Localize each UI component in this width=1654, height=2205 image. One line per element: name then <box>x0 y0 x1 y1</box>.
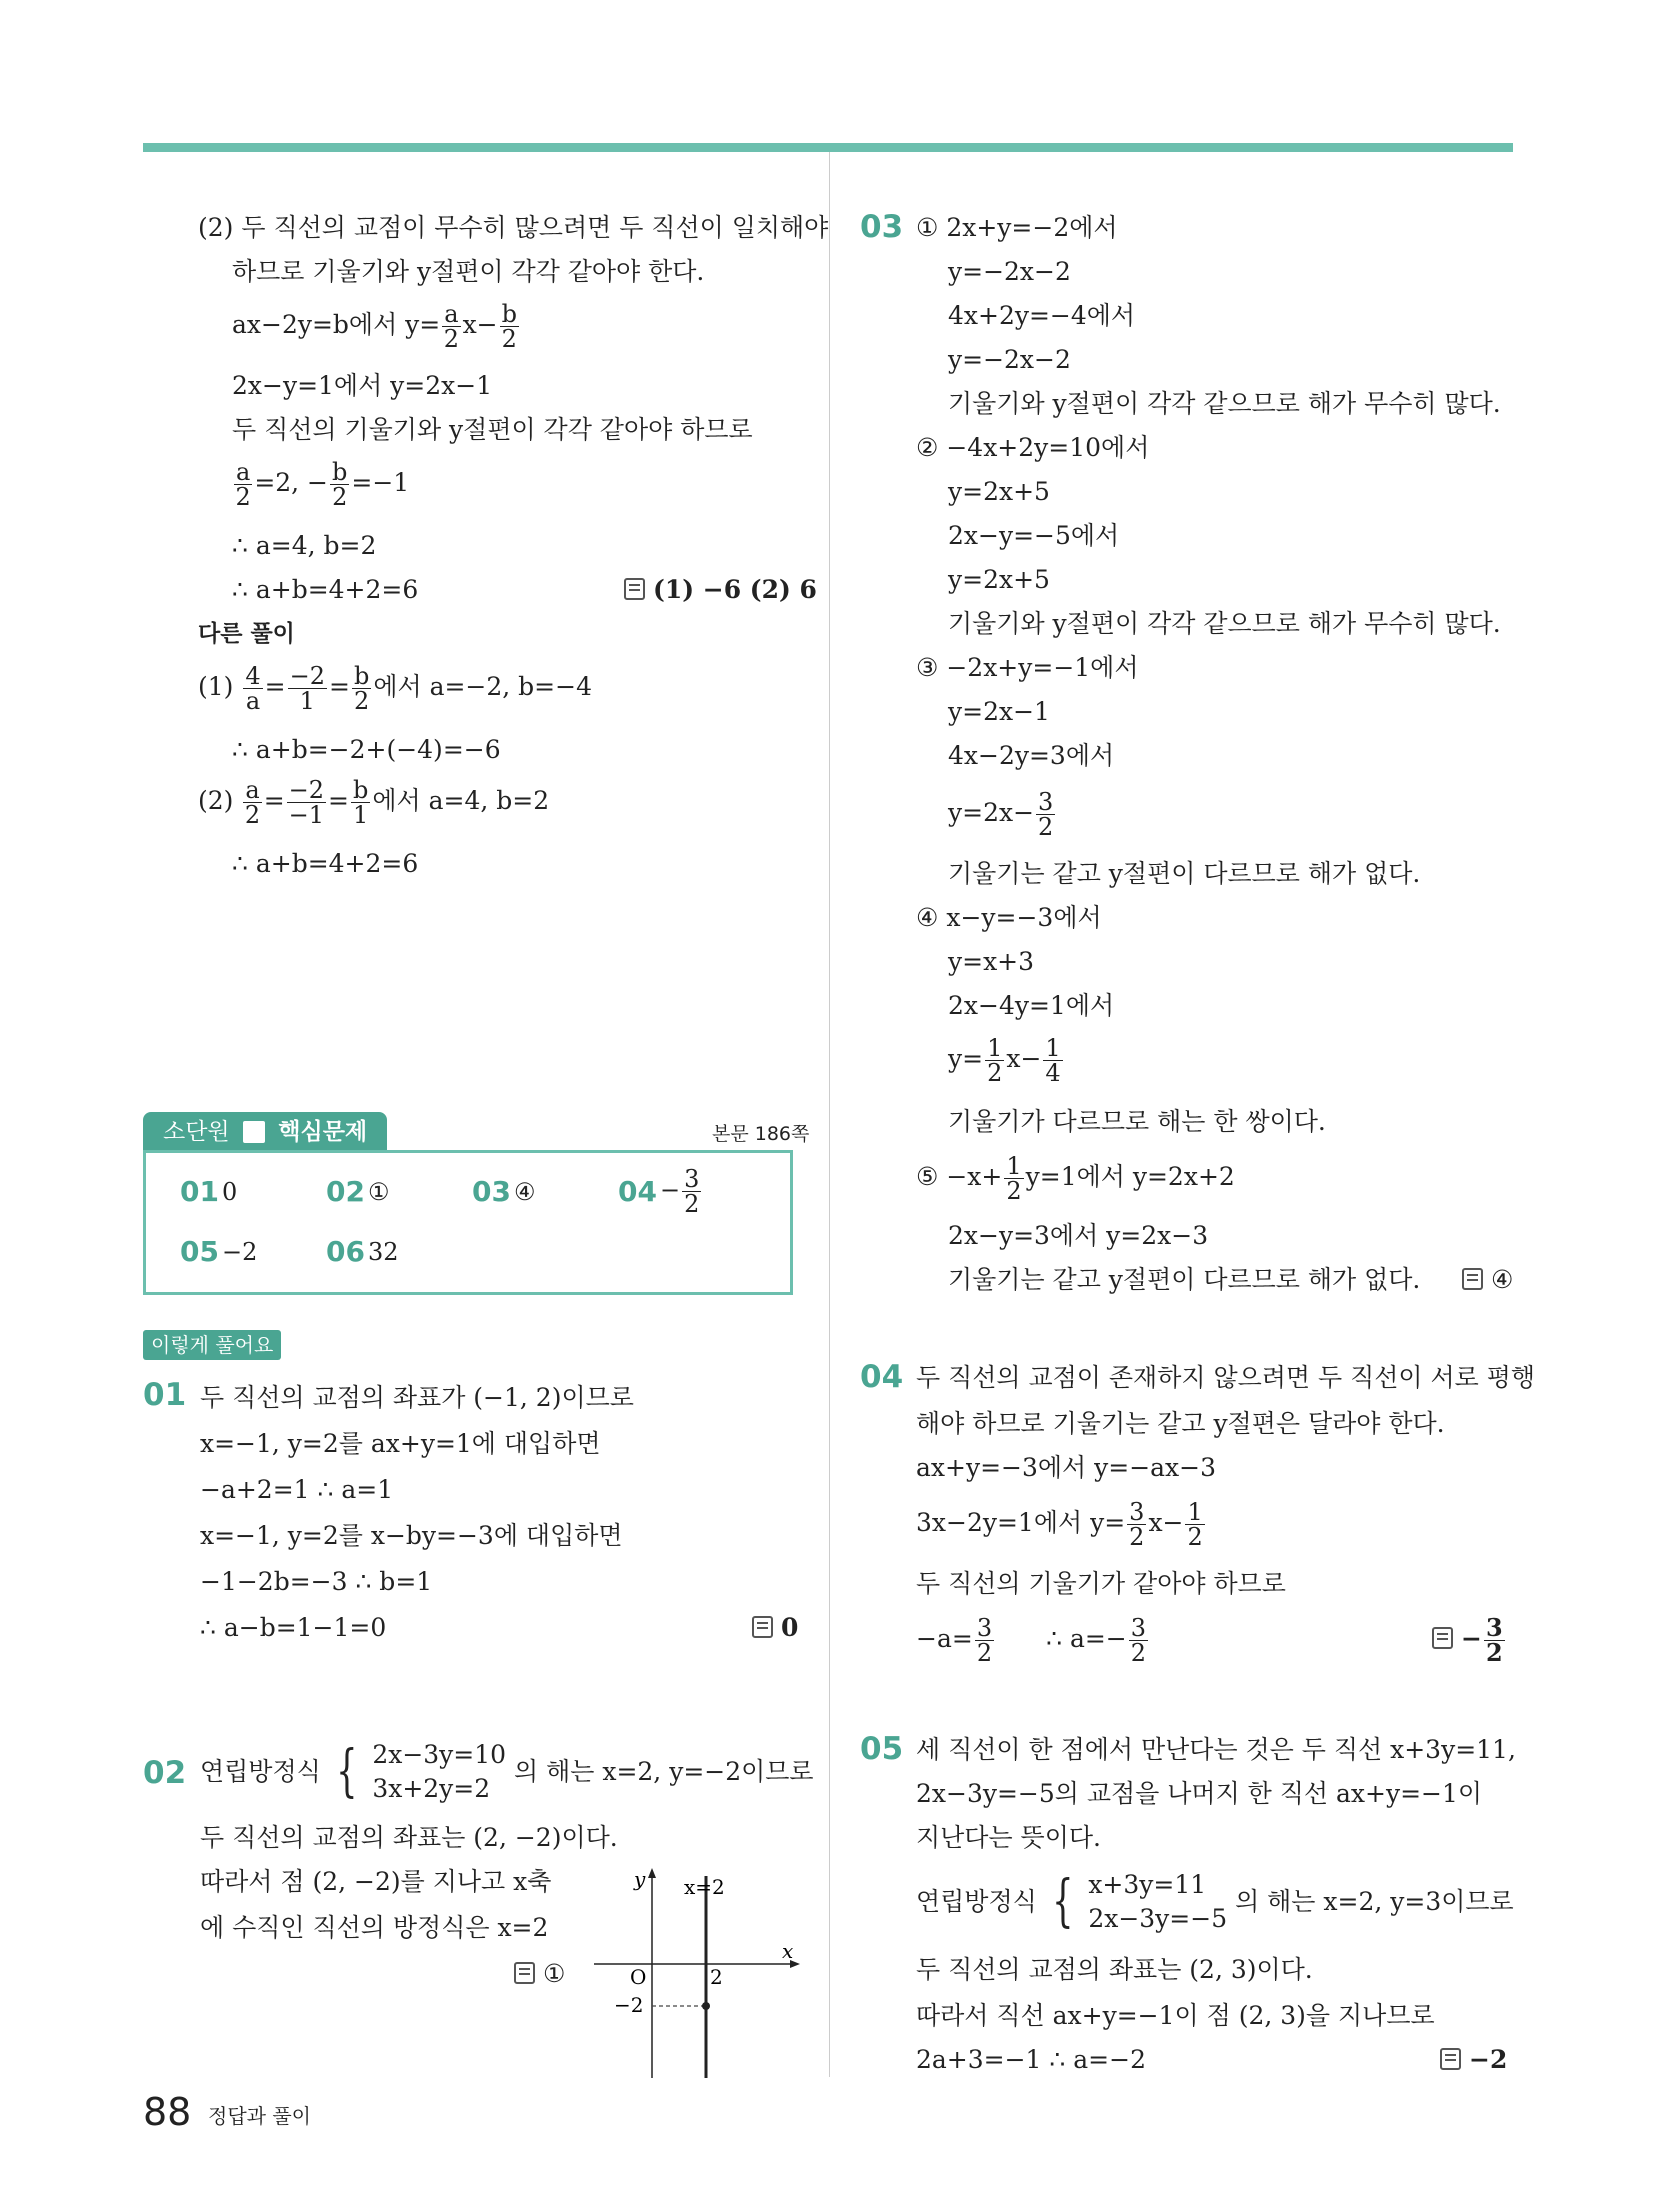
item-number: 04 <box>618 1175 657 1208</box>
math-line: −1−2b=−3 ∴ b=1 <box>200 1567 433 1596</box>
answer: 0 <box>752 1612 798 1644</box>
math-line: x=−1, y=2를 x−by=−3에 대입하면 <box>200 1521 623 1550</box>
notebook-icon <box>243 1121 265 1143</box>
item-value: 32 <box>368 1238 399 1266</box>
item-number: 02 <box>326 1175 365 1208</box>
math-line: x=−1, y=2를 ax+y=1에 대입하면 <box>200 1429 601 1458</box>
problem-number: 05 <box>860 1731 904 1767</box>
text-line: 두 직선의 교점이 존재하지 않으려면 두 직선이 서로 평행 <box>916 1363 1536 1392</box>
math-line: 4x−2y=3에서 <box>948 741 1115 770</box>
math-line: ⑤ −x+ $\frac{1}{2}$ y=1에서 y=2x+2 <box>916 1152 1235 1205</box>
text-line: 따라서 점 (2, −2)를 지나고 x축 <box>200 1867 552 1896</box>
math-line: 2x−4y=1에서 <box>948 991 1115 1020</box>
footer-label: 정답과 풀이 <box>208 2104 311 2128</box>
item-value: ① <box>368 1178 390 1206</box>
answer: ① <box>514 1958 565 1990</box>
math-line: ② −4x+2y=10에서 <box>916 433 1150 462</box>
math-line: ax−2y=b에서 y= $\frac{a}{2}$ x− $\frac{b}{2}$ <box>232 300 517 353</box>
line-label: x=2 <box>684 1875 725 1899</box>
answer: ④ <box>1462 1264 1513 1296</box>
math-line: ∴ a=4, b=2 <box>232 531 377 560</box>
x-tick-label: 2 <box>710 1965 723 1989</box>
math-line: ④ x−y=−3에서 <box>916 903 1102 932</box>
item-number: 05 <box>180 1235 219 1268</box>
page-number: 88 <box>143 2090 192 2134</box>
text-line: 해야 하므로 기울기는 같고 y절편은 달라야 한다. <box>916 1409 1445 1438</box>
math-line: 2x−y=−5에서 <box>948 521 1120 550</box>
answer-icon <box>1440 2048 1461 2070</box>
math-line: ∴ a+b=4+2=6 <box>232 849 419 878</box>
y-tick-label: −2 <box>614 1993 644 2017</box>
math-line: ∴ a+b=−2+(−4)=−6 <box>232 735 501 764</box>
math-line: ③ −2x+y=−1에서 <box>916 653 1139 682</box>
answer-icon <box>514 1962 535 1984</box>
text-line: 기울기는 같고 y절편이 다르므로 해가 없다. <box>948 1265 1421 1294</box>
item-number: 03 <box>472 1175 511 1208</box>
math-line: ∴ a+b=4+2=6 <box>232 575 419 604</box>
text-line: 2x−3y=−5의 교점을 나머지 한 직선 ax+y=−1이 <box>916 1779 1483 1808</box>
text-line: 기울기와 y절편이 각각 같으므로 해가 무수히 많다. <box>948 389 1501 418</box>
answer-icon <box>1462 1268 1483 1290</box>
math-line: y=x+3 <box>948 947 1035 976</box>
answer-summary-box <box>143 1150 793 1295</box>
problem-number: 01 <box>143 1377 187 1413</box>
coordinate-graph <box>594 1866 804 2078</box>
item-number: 06 <box>326 1235 365 1268</box>
math-line: y=2x−1 <box>948 697 1050 726</box>
solution-tag: 이렇게 풀어요 <box>143 1330 281 1360</box>
text-line: 두 직선의 교점의 좌표는 (2, −2)이다. <box>200 1823 618 1852</box>
alt-solution-title: 다른 풀이 <box>198 621 295 647</box>
math-line: $\frac{a}{2}$ =2, − $\frac{b}{2}$ =−1 <box>235 458 410 511</box>
text-line: 두 직선의 교점의 좌표가 (−1, 2)이므로 <box>200 1383 634 1412</box>
text-line: 따라서 직선 ax+y=−1이 점 (2, 3)을 지나므로 <box>916 2001 1435 2030</box>
problem-number: 04 <box>860 1359 904 1395</box>
math-line: (2) $\frac{a}{2}$ = $\frac{-2}{-1}$ = $\frac{b}{1}$ 에서 a=4, b=2 <box>198 776 550 829</box>
math-line: y=2x+5 <box>948 477 1050 506</box>
item-value: 0 <box>222 1178 238 1206</box>
math-line: 3x−2y=1에서 y= $\frac{3}{2}$ x− $\frac{1}{2}$ <box>916 1498 1203 1551</box>
text-line: 두 직선의 교점의 좌표는 (2, 3)이다. <box>916 1955 1313 1984</box>
column-divider <box>829 152 830 2077</box>
math-line: y=−2x−2 <box>948 345 1071 374</box>
math-line: ax+y=−3에서 y=−ax−3 <box>916 1453 1216 1482</box>
text-line: (2) 두 직선의 교점이 무수히 많으려면 두 직선이 일치해야 <box>198 213 829 242</box>
math-line: y=−2x−2 <box>948 257 1071 286</box>
section-header: 소단원 핵심문제 <box>143 1112 387 1152</box>
top-accent-bar <box>143 143 1513 152</box>
math-line: 연립방정식 { x+3y=11 2x−3y=−5 의 해는 x=2, y=3이므로 <box>916 1869 1514 1934</box>
item-value: − $\frac{3}{2}$ <box>660 1165 700 1218</box>
problem-number: 02 <box>143 1755 187 1791</box>
answer: −2 <box>1440 2044 1507 2076</box>
math-line: −a+2=1 ∴ a=1 <box>200 1475 394 1504</box>
math-line: y=2x− $\frac{3}{2}$ <box>948 788 1054 841</box>
math-line: y= $\frac{1}{2}$ x− $\frac{1}{4}$ <box>948 1034 1061 1087</box>
y-label: y <box>634 1867 646 1891</box>
item-number: 01 <box>180 1175 219 1208</box>
math-line: 2x−y=1에서 y=2x−1 <box>232 371 493 400</box>
answer: − $\frac{3}{2}$ <box>1432 1616 1507 1665</box>
answer-icon <box>624 578 645 600</box>
math-line: 2x−y=3에서 y=2x−3 <box>948 1221 1209 1250</box>
item-value: −2 <box>222 1238 258 1266</box>
math-line: 연립방정식 { 2x−3y=10 3x+2y=2 의 해는 x=2, y=−2이므로 <box>200 1739 814 1804</box>
math-line: 2a+3=−1 ∴ a=−2 <box>916 2045 1146 2074</box>
math-line: 4x+2y=−4에서 <box>948 301 1136 330</box>
item-value: ④ <box>514 1178 536 1206</box>
answer: (1) −6 (2) 6 <box>624 574 817 606</box>
text-line: 하므로 기울기와 y절편이 각각 같아야 한다. <box>232 257 705 286</box>
problem-number: 03 <box>860 209 904 245</box>
y-axis-arrow <box>648 1868 656 1878</box>
origin-label: O <box>630 1965 647 1989</box>
x-label: x <box>782 1939 794 1963</box>
text-line: 에 수직인 직선의 방정식은 x=2 <box>200 1913 549 1942</box>
math-line: ∴ a−b=1−1=0 <box>200 1613 387 1642</box>
text-line: 기울기와 y절편이 각각 같으므로 해가 무수히 많다. <box>948 609 1501 638</box>
text-line: 두 직선의 기울기가 같아야 하므로 <box>916 1569 1286 1598</box>
math-line: (1) $\frac{4}{a}$ = $\frac{-2}{1}$ = $\frac{b}{2}$ 에서 a=−2, b=−4 <box>198 662 592 715</box>
text-line: 기울기는 같고 y절편이 다르므로 해가 없다. <box>948 859 1421 888</box>
math-line: y=2x+5 <box>948 565 1050 594</box>
math-line: ① 2x+y=−2에서 <box>916 213 1118 242</box>
answer-icon <box>1432 1627 1453 1649</box>
math-line: −a= $\frac{3}{2}$ ∴ a=− $\frac{3}{2}$ <box>916 1614 1147 1667</box>
point-2-neg2 <box>702 2002 710 2010</box>
text-line: 기울기가 다르므로 해는 한 쌍이다. <box>948 1107 1326 1136</box>
page-reference: 본문 186쪽 <box>712 1123 810 1145</box>
text-line: 세 직선이 한 점에서 만난다는 것은 두 직선 x+3y=11, <box>916 1735 1516 1764</box>
text-line: 두 직선의 기울기와 y절편이 각각 같아야 하므로 <box>232 415 753 444</box>
text-line: 지난다는 뜻이다. <box>916 1823 1101 1852</box>
answer-icon <box>752 1616 773 1638</box>
